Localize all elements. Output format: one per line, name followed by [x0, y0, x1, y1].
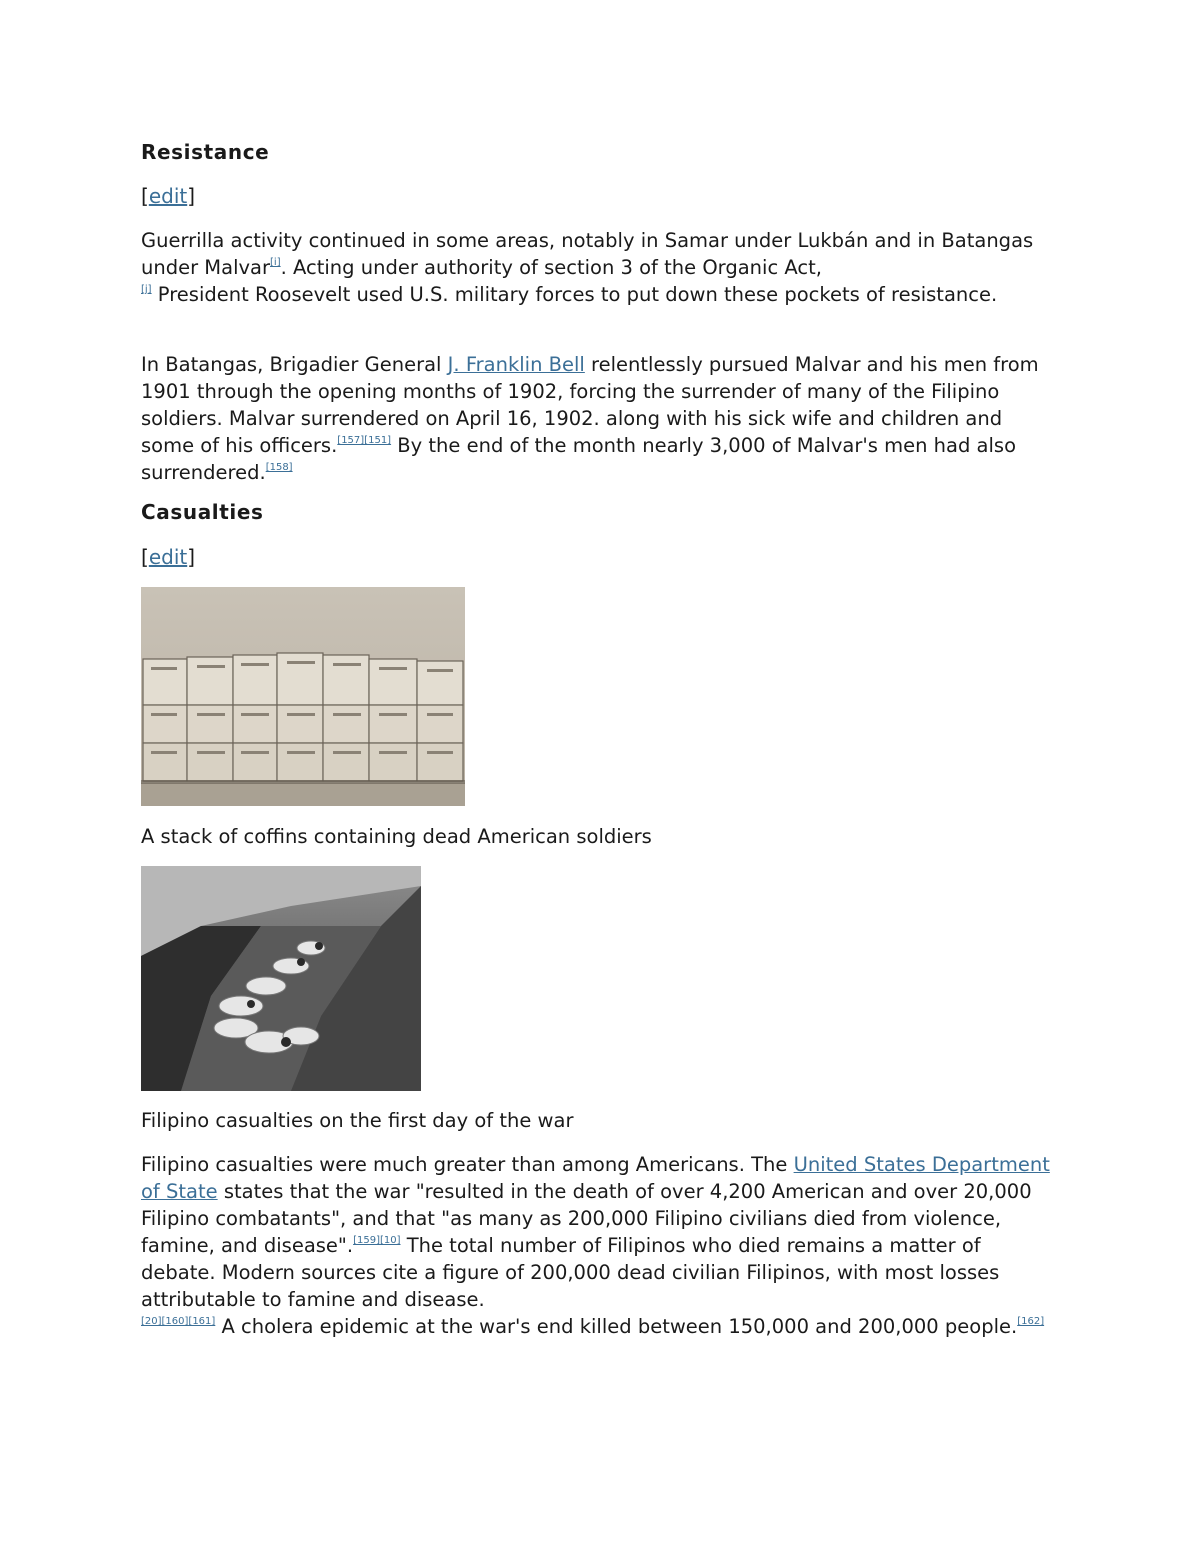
text-run: In Batangas, Brigadier General [141, 353, 448, 376]
reference-link[interactable]: [162] [1017, 1316, 1045, 1327]
casualties-paragraph [141, 1151, 1061, 1340]
reference-link[interactable]: [159][10] [353, 1235, 401, 1246]
casualties-heading: Casualties [141, 500, 264, 524]
reference-link[interactable]: [157][151] [337, 435, 392, 446]
edit-bracket-open: [ [141, 545, 149, 569]
edit-bracket-open: [ [141, 184, 149, 208]
resistance-heading: Resistance [141, 140, 270, 164]
resistance-paragraph-1 [141, 227, 1061, 308]
trench-caption: Filipino casualties on the first day of the war [141, 1109, 574, 1132]
reference-link[interactable]: [20][160][161] [141, 1316, 216, 1327]
text-run: . Acting under authority of section 3 of the Organic Act, [280, 256, 822, 279]
state-department-link[interactable]: United States Department of State [141, 1153, 1050, 1203]
edit-bracket-close: ] [187, 184, 196, 208]
resistance-edit-section [141, 183, 195, 210]
text-run: A cholera epidemic at the war's end killed between 150,000 and 200,000 people. [215, 1315, 1018, 1338]
text-run: states that the war "resulted in the death of over 4,200 American and over 20,000 Filipino combatants", and that "as many as 200,000 Filipino civilians died from violence, famine, and disease". [141, 1180, 1032, 1257]
franklin-bell-link[interactable]: J. Franklin Bell [447, 353, 585, 376]
reference-link[interactable]: [j] [141, 284, 152, 295]
reference-link[interactable]: [i] [270, 257, 281, 268]
reference-link[interactable]: [158] [265, 462, 293, 473]
resistance-paragraph-2 [141, 351, 1061, 486]
text-run: Guerrilla activity continued in some areas, notably in Samar under Lukbán and in Batangas under Malvar [141, 229, 1034, 279]
text-run: By the end of the month nearly 3,000 of Malvar's men had also surrendered. [141, 434, 1017, 484]
casualties-edit-section [141, 544, 195, 571]
trench-photo [141, 866, 421, 1091]
edit-bracket-close: ] [187, 545, 196, 569]
coffins-photo [141, 587, 465, 806]
text-run: The total number of Filipinos who died remains a matter of debate. Modern sources cite a figure of 200,000 dead civilian Filipinos, with most losses attributable to famine and disease. [141, 1234, 1000, 1311]
text-run: relentlessly pursued Malvar and his men from 1901 through the opening months of 1902, forcing the surrender of many of the Filipino soldiers. Malvar surrendered on April 16, 1902. along with his sick wife and children and some of his officers. [141, 353, 1039, 457]
coffins-caption: A stack of coffins containing dead American soldiers [141, 825, 652, 848]
text-run: Filipino casualties were much greater than among Americans. The [141, 1153, 794, 1176]
casualties-edit-link[interactable]: edit [148, 545, 188, 569]
resistance-edit-link[interactable]: edit [148, 184, 188, 208]
text-run: President Roosevelt used U.S. military forces to put down these pockets of resistance. [151, 283, 998, 306]
